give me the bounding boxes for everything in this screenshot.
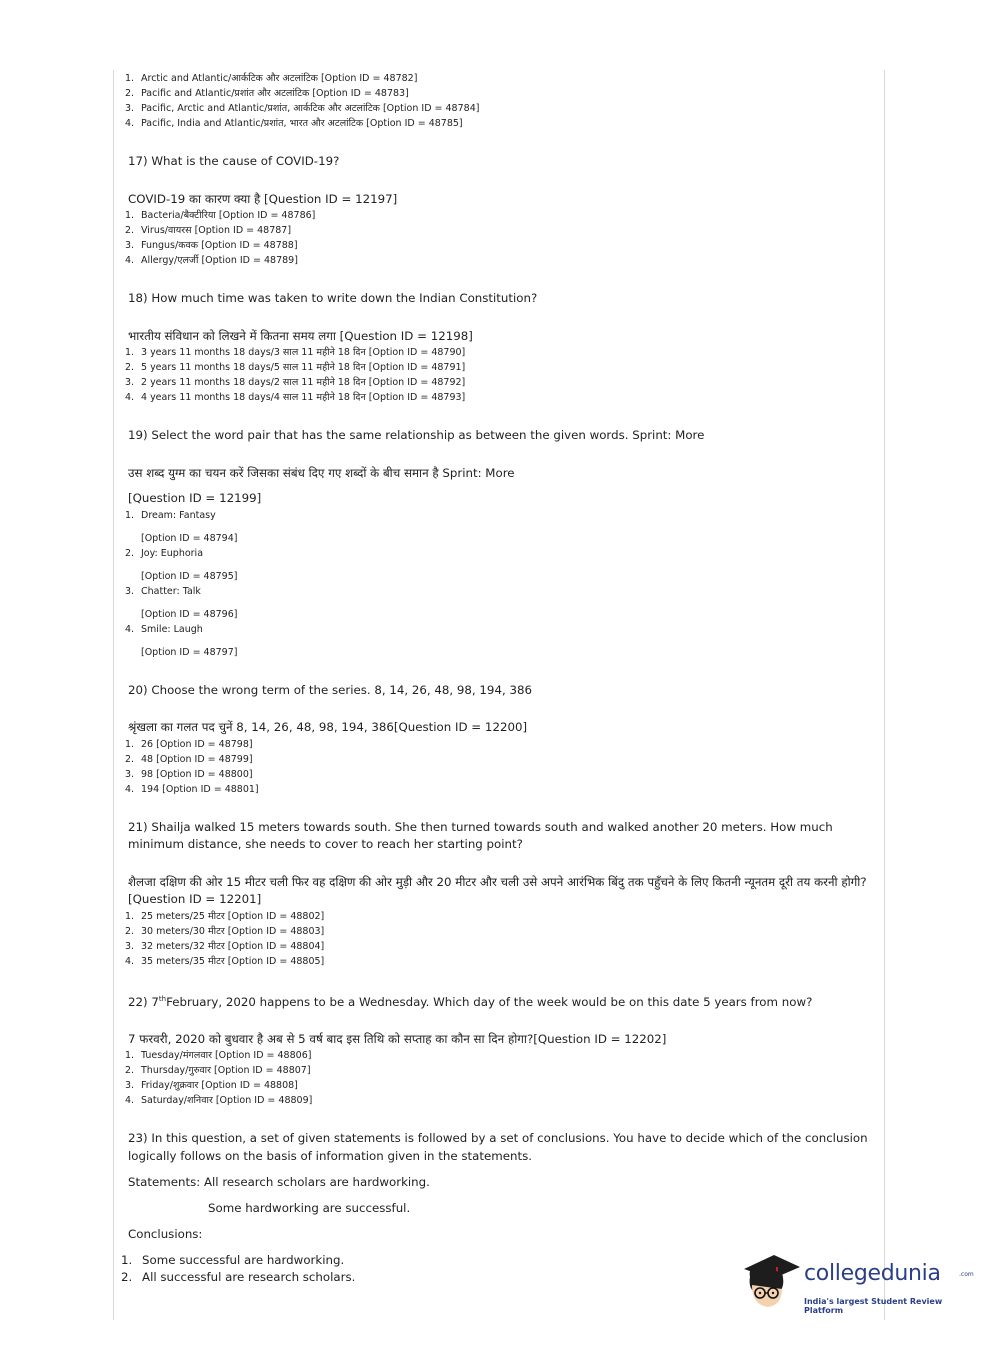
q21-question-hi: शैलजा दक्षिण की ओर 15 मीटर चली फिर वह दक्षिण की ओर मुड़ी और 20 मीटर और चली उसे अपने आरंभिक बिंदु तक पहुँचने के लिए कितनी न्यूनतम दूरी तय करनी होगी?[Question ID = 12201] (128, 874, 867, 906)
option-item: Saturday/शनिवार [Option ID = 48809] (141, 1095, 313, 1107)
option-item (128, 508, 873, 546)
option-text: Chatter: Talk (141, 585, 201, 597)
option-item: Fungus/कवक [Option ID = 48788] (141, 240, 298, 251)
option-item: 2 years 11 months 18 days/2 साल 11 महीने 18 दिन [Option ID = 48792] (141, 377, 466, 388)
q22-question-rest: February, 2020 happens to be a Wednesday. Which day of the week would be on this date 5 years from now? (166, 994, 813, 1009)
q21-question-en: 21) Shailja walked 15 meters towards south. She then turned towards south and walked another 20 meters. How much minimum distance, she needs to cover to reach her starting point? (128, 819, 833, 851)
option-item: 32 meters/32 मीटर [Option ID = 48804] (141, 940, 325, 952)
q23-statement-2: Some hardworking are successful. (208, 1201, 411, 1216)
logo-wordmark: collegedunia (804, 1261, 941, 1286)
right-margin-rule (884, 70, 885, 1320)
option-item: 26 [Option ID = 48798] (141, 738, 253, 750)
option-id: [Option ID = 48797] (141, 646, 238, 658)
option-item: 5 years 11 months 18 days/5 साल 11 महीने 18 दिन [Option ID = 48791] (141, 362, 466, 373)
option-id: [Option ID = 48795] (141, 570, 238, 582)
option-item: 30 meters/30 मीटर [Option ID = 48803] (141, 925, 325, 937)
q19-question-en: 19) Select the word pair that has the same relationship as between the given words. Sprint: More (128, 428, 705, 442)
q22-question-en (128, 991, 873, 1011)
conclusion-item: All successful are research scholars. (142, 1270, 356, 1285)
q17-question-hi: COVID-19 का कारण क्या है [Question ID = 12197] (128, 191, 398, 206)
logo-dotcom: .com (959, 1271, 974, 1278)
q17-option-list (128, 208, 873, 268)
option-id: [Option ID = 48796] (141, 608, 238, 620)
option-item: 4 years 11 months 18 days/4 साल 11 महीने 18 दिन [Option ID = 48793] (141, 392, 466, 403)
q19-question-id: [Question ID = 12199] (128, 491, 262, 505)
option-text: Joy: Euphoria (141, 547, 204, 559)
option-item: 48 [Option ID = 48799] (141, 753, 253, 765)
q20-question-en: 20) Choose the wrong term of the series. 8, 14, 26, 48, 98, 194, 386 (128, 682, 532, 697)
option-item: 3 years 11 months 18 days/3 साल 11 महीने 18 दिन [Option ID = 48790] (141, 347, 466, 358)
option-item: 194 [Option ID = 48801] (141, 783, 259, 795)
q23-question-en: 23) In this question, a set of given statements is followed by a set of conclusions. You have to decide which of the conclusion logically follows on the basis of information given in the statements. (128, 1131, 868, 1163)
option-text: Dream: Fantasy (141, 509, 216, 521)
option-item: Friday/शुक्रवार [Option ID = 48808] (141, 1080, 298, 1092)
option-item: 98 [Option ID = 48800] (141, 768, 253, 780)
q17-question-en: 17) What is the cause of COVID-19? (128, 154, 340, 168)
option-item: Pacific and Atlantic/प्रशांत और अटलांटिक [Option ID = 48783] (141, 88, 409, 99)
q18-question-en: 18) How much time was taken to write down the Indian Constitution? (128, 291, 538, 305)
q20-option-list (128, 737, 873, 797)
option-item: Arctic and Atlantic/आर्कटिक और अटलांटिक [Option ID = 48782] (141, 73, 418, 84)
q19-option-list (128, 508, 873, 660)
option-item (128, 546, 873, 584)
q18-question-hi: भारतीय संविधान को लिखने में कितना समय लगा [Question ID = 12198] (128, 328, 473, 343)
option-item: Pacific, Arctic and Atlantic/प्रशांत, आर्कटिक और अटलांटिक [Option ID = 48784] (141, 103, 480, 114)
left-margin-rule (113, 70, 114, 1320)
q16-option-list (128, 71, 873, 131)
option-item: Bacteria/बैक्टीरिया [Option ID = 48786] (141, 210, 316, 221)
option-item: Allergy/एलर्जी [Option ID = 48789] (141, 255, 298, 266)
q18-option-list (128, 345, 873, 405)
q22-question-hi: 7 फरवरी, 2020 को बुधवार है अब से 5 वर्ष बाद इस तिथि को सप्ताह का कौन सा दिन होगा?[Question ID = 12202] (128, 1031, 667, 1046)
q23-conclusions-label: Conclusions: (128, 1227, 203, 1242)
option-item: Tuesday/मंगलवार [Option ID = 48806] (141, 1050, 312, 1062)
option-item: Pacific, India and Atlantic/प्रशांत, भारत और अटलांटिक [Option ID = 48785] (141, 118, 463, 129)
option-item (128, 584, 873, 622)
option-id: [Option ID = 48794] (141, 532, 238, 544)
graduate-mascot-icon (742, 1249, 802, 1311)
q22-option-list (128, 1048, 873, 1108)
q20-question-hi: श्रृंखला का गलत पद चुनें 8, 14, 26, 48, 98, 194, 386[Question ID = 12200] (128, 720, 528, 734)
q22-superscript: th (158, 994, 167, 1003)
option-item: Virus/वायरस [Option ID = 48787] (141, 225, 292, 236)
option-item: 25 meters/25 मीटर [Option ID = 48802] (141, 910, 325, 922)
option-item (128, 622, 873, 660)
option-text: Smile: Laugh (141, 623, 203, 635)
q21-option-list (128, 909, 873, 969)
option-item: 35 meters/35 मीटर [Option ID = 48805] (141, 955, 325, 967)
conclusion-item: Some successful are hardworking. (142, 1253, 345, 1268)
q23-statement-1: Statements: All research scholars are hardworking. (128, 1175, 430, 1190)
q19-question-hi: उस शब्द युग्म का चयन करें जिसका संबंध दिए गए शब्दों के बीच समान है Sprint: More (128, 465, 515, 480)
collegedunia-logo (742, 1249, 974, 1315)
question-paper-content (128, 71, 873, 1286)
option-item: Thursday/गुरुवार [Option ID = 48807] (141, 1065, 311, 1077)
q22-number: 22) 7 (128, 994, 159, 1009)
logo-tagline: India's largest Student Review Platform (804, 1297, 943, 1315)
